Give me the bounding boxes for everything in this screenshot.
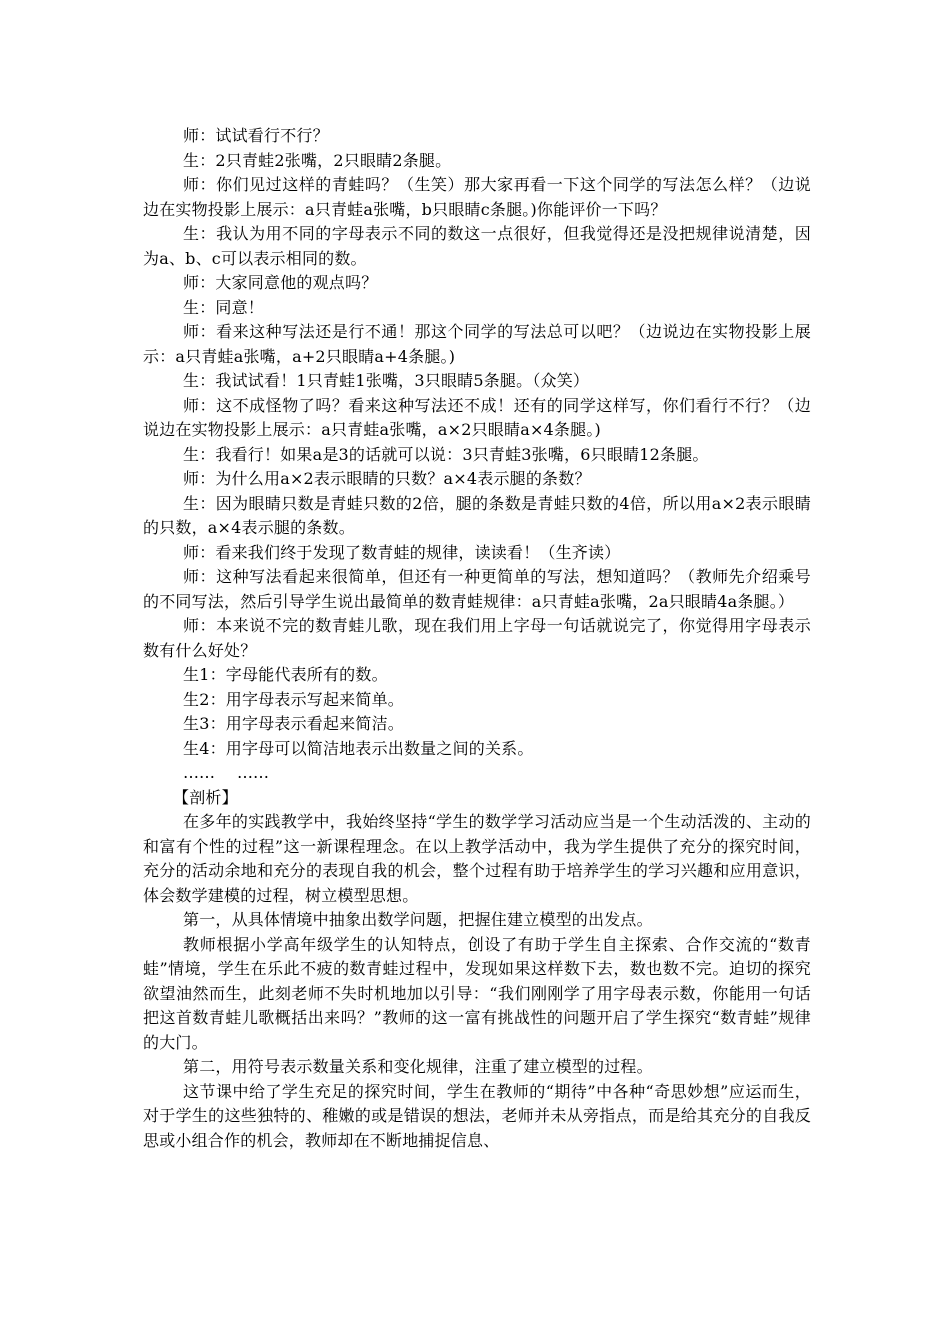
analysis-paragraph: 第一，从具体情境中抽象出数学问题，把握住建立模型的出发点。 — [183, 910, 653, 929]
dialogue-line: 师：这不成怪物了吗？看来这种写法还不成！还有的同学这样写，你们看行不行？（边说边在实物投影上展示：a只青蛙a张嘴，a×2只眼睛a×4条腿。) — [143, 395, 811, 439]
dialogue-line: 生：我认为用不同的字母表示不同的数这一点很好，但我觉得还是没把规律说清楚，因为a、b、c可以表示相同的数。 — [143, 224, 811, 268]
dialogue-line: 师：你们见过这样的青蛙吗？（生笑）那大家再看一下这个同学的写法怎么样？（边说边在实物投影上展示：a只青蛙a张嘴，b只眼睛c条腿。)你能评价一下吗？ — [143, 175, 811, 219]
dialogue-line: 师：本来说不完的数青蛙儿歌，现在我们用上字母一句话就说完了，你觉得用字母表示数有什么好处？ — [143, 616, 811, 660]
dialogue-line: 生：我试试看！1只青蛙1张嘴，3只眼睛5条腿。（众笑） — [183, 371, 590, 390]
section-title: 【剖析】 — [173, 787, 238, 807]
ellipsis-mark: …… — [183, 763, 215, 782]
dialogue-line: 师：为什么用a×2表示眼睛的只数？a×4表示腿的条数？ — [183, 469, 591, 488]
dialogue-line: 师：看来这种写法还是行不通！那这个同学的写法总可以吧？（边说边在实物投影上展示：a只青蛙a张嘴，a+2只眼睛a+4条腿。) — [143, 322, 811, 366]
dialogue-line: 生3：用字母表示看起来简洁。 — [183, 714, 404, 733]
analysis-paragraph: 在多年的实践教学中，我始终坚持“学生的数学学习活动应当是一个生动活泼的、主动的和富有个性的过程”这一新课程理念。在以上教学活动中，我为学生提供了充分的探究时间，充分的活动余地和充分的表现自我的机会，整个过程有助于培养学生的学习兴趣和应用意识，体会数学建模的过程，树立模型思想。 — [143, 812, 811, 905]
dialogue-line: 师：试试看行不行？ — [183, 126, 329, 145]
dialogue-line: 师：大家同意他的观点吗？ — [183, 273, 378, 292]
ellipsis-mark: …… — [237, 763, 269, 782]
dialogue-line: 生：因为眼睛只数是青蛙只数的2倍，腿的条数是青蛙只数的4倍，所以用a×2表示眼睛的只数，a×4表示腿的条数。 — [143, 493, 811, 537]
analysis-paragraph: 第二，用符号表示数量关系和变化规律，注重了建立模型的过程。 — [183, 1057, 653, 1076]
dialogue-line: 生：2只青蛙2张嘴，2只眼睛2条腿。 — [183, 150, 452, 170]
dialogue-line: 生：同意！ — [183, 297, 265, 317]
dialogue-line: 生：我看行！如果a是3的话就可以说：3只青蛙3张嘴，6只眼睛12条腿。 — [183, 444, 709, 464]
document-page — [143, 124, 811, 1153]
ellipsis-line — [143, 761, 811, 786]
dialogue-line: 生2：用字母表示写起来简单。 — [183, 689, 404, 709]
dialogue-line: 师：看来我们终于发现了数青蛙的规律，读读看！（生齐读） — [183, 542, 621, 562]
dialogue-line: 生4：用字母可以简洁地表示出数量之间的关系。 — [183, 738, 534, 758]
analysis-paragraph: 教师根据小学高年级学生的认知特点，创设了有助于学生自主探索、合作交流的“数青蛙”情境，学生在乐此不疲的数青蛙过程中，发现如果这样数下去，数也数不完。迫切的探究欲望油然而生，此刻老师不失时机地加以引导：“我们刚刚学了用字母表示数，你能用一句话把这首数青蛙儿歌概括出来吗？”教师的这一富有挑战性的问题开启了学生探究“数青蛙”规律的大门。 — [143, 934, 811, 1052]
dialogue-line: 师：这种写法看起来很简单，但还有一种更简单的写法，想知道吗？（教师先介绍乘号的不同写法，然后引导学生说出最简单的数青蛙规律：a只青蛙a张嘴，2a只眼睛4a条腿。） — [143, 567, 811, 611]
dialogue-line: 生1：字母能代表所有的数。 — [183, 665, 388, 684]
analysis-paragraph: 这节课中给了学生充足的探究时间，学生在教师的“期待”中各种“奇思妙想”应运而生，对于学生的这些独特的、稚嫩的或是错误的想法，老师并未从旁指点，而是给其充分的自我反思或小组合作的机会，教师却在不断地捕捉信息、 — [143, 1081, 811, 1150]
